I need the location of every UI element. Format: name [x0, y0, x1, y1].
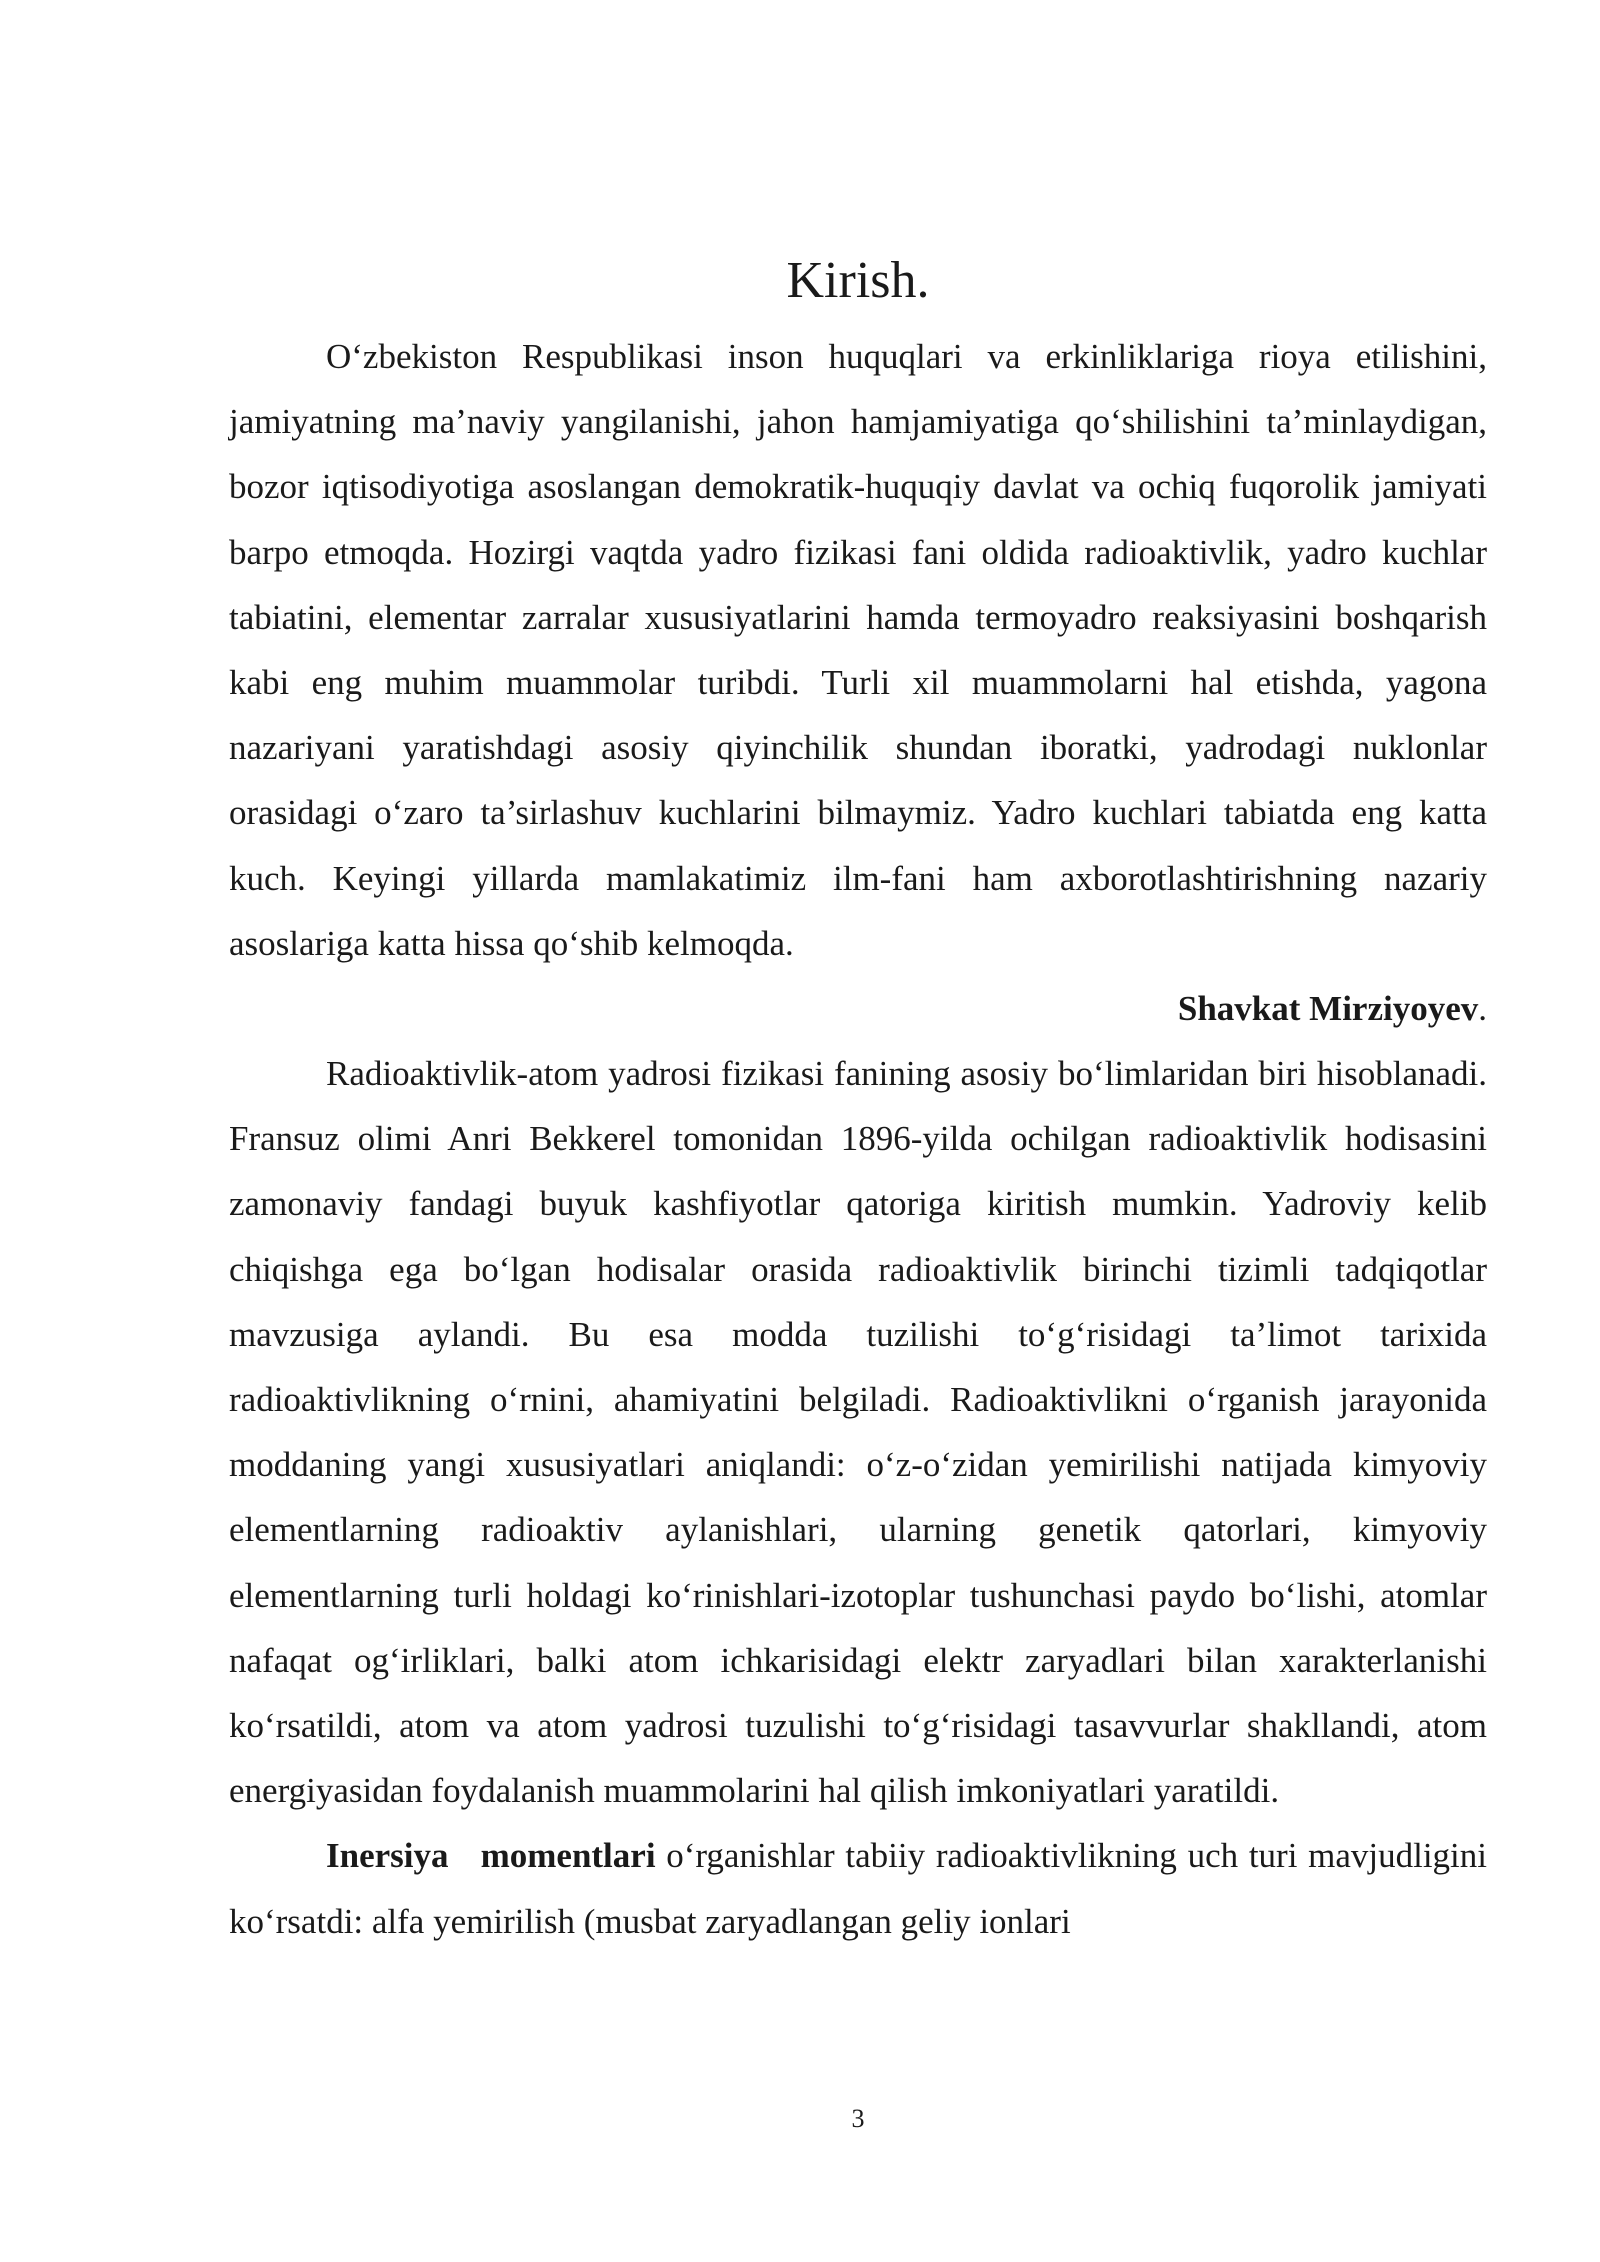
page-title: Kirish. — [786, 252, 930, 309]
signature-name: Shavkat Mirziyoyev — [1177, 989, 1479, 1029]
radioactivity-paragraph: Radioaktivlik-atom yadrosi fizikasi fanining asosiy bo‘limlaridan biri hisoblanadi. Fransuz olimi Anri Bekkerel tomonidan 1896-yilda ochilgan radioaktivlik hodisasini zamonaviy fandagi buyuk kashfiyotlar qatoriga kiritish mumkin. Yadroviy kelib chiqishga ega bo‘lgan hodisalar orasida radioaktivlik birinchi tizimli tadqiqotlar mavzusiga aylandi. Bu esa modda tuzilishi to‘g‘risidagi ta’limot tarixida radioaktivlikning o‘rnini, ahamiyatini belgiladi. Radioaktivlikni o‘rganish jarayonida moddaning yangi xususiyatlari aniqlandi: o‘z-o‘zidan yemirilishi natijada kimyoviy elementlarning radioaktiv aylanishlari, ularning genetik qatorlari, kimyoviy elementlarning turli holdagi ko‘rinishlari-izotoplar tushunchasi paydo bo‘lishi, atomlar nafaqat og‘irliklari, balki atom ichkarisidagi elektr zaryadlari bilan xarakterlanishi ko‘rsatildi, atom va atom yadrosi tuzulishi to‘g‘risidagi tasavvurlar shakllandi, atom energiyasidan foydalanish muammolarini hal qilish imkoniyatlari yaratildi. — [229, 1054, 1487, 1811]
signature-period: . — [1478, 989, 1487, 1029]
inertia-paragraph — [229, 1823, 1487, 1953]
signature — [229, 976, 1487, 1041]
intro-paragraph: O‘zbekiston Respublikasi inson huquqlari va erkinliklariga rioya etilishini, jamiyatning ma’naviy yangilanishi, jahon hamjamiyatiga qo‘shilishini ta’minlaydigan, bozor iqtisodiyotiga asoslangan demokratik-huquqiy davlat va ochiq fuqorolik jamiyati barpo etmoqda. Hozirgi vaqtda yadro fizikasi fani oldida radioaktivlik, yadro kuchlar tabiatini, elementar zarralar xususiyatlarini hamda termoyadro reaksiyasini boshqarish kabi eng muhim muammolar turibdi. Turli xil muammolarni hal etishda, yagona nazariyani yaratishdagi asosiy qiyinchilik shundan iboratki, yadrodagi nuklonlar orasidagi o‘zaro ta’sirlashuv kuchlarini bilmaymiz. Yadro kuchlari tabiatda eng katta kuch. Keyingi yillarda mamlakatimiz ilm-fani ham axborotlashtirishning nazariy asoslariga katta hissa qo‘shib kelmoqda. — [229, 337, 1487, 963]
page-body — [229, 238, 1487, 1954]
page-number: 3 — [851, 2104, 865, 2133]
inertia-paragraph-text: o‘rganishlar tabiiy radioaktivlikning uch turi mavjudligini ko‘rsatdi: alfa yemirilish (musbat zaryadlangan geliy ionlari — [229, 1836, 1487, 1941]
inertia-bold-lead: Inersiya momentlari — [326, 1836, 656, 1876]
